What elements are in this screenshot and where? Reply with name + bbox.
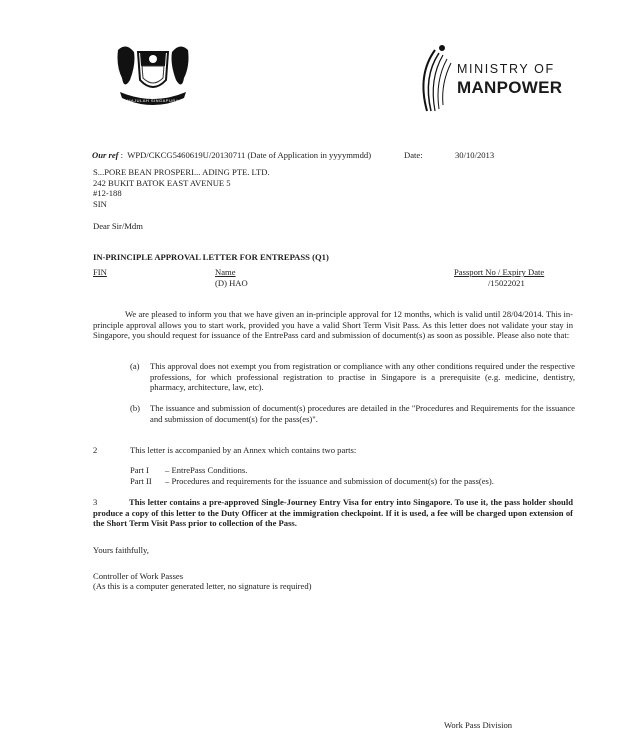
ref-value: WPD/CKCG5460619U/20130711 (Date of Application in yyyymmdd) bbox=[127, 150, 372, 160]
name-label: Name bbox=[215, 267, 236, 277]
paragraph-2-number: 2 bbox=[93, 445, 98, 455]
item-a-text: This approval does not exempt you from registration or compliance with any other conditions required under the respective professions, for which professional registration to practise in Singapore is a prerequisite (e.g. medicine, dentistry, pharmacy, architecture, law, etc). bbox=[150, 361, 575, 393]
svg-text:MAJULAH SINGAPURA: MAJULAH SINGAPURA bbox=[127, 98, 179, 103]
address-line3: #12-188 bbox=[93, 188, 122, 199]
paragraph-3-number: 3 bbox=[93, 497, 98, 507]
paragraph-2: This letter is accompanied by an Annex which contains two parts: bbox=[130, 445, 357, 455]
ministry-line2: MANPOWER bbox=[457, 77, 563, 97]
passport-value: /15022021 bbox=[488, 278, 525, 288]
ministry-line1: MINISTRY OF bbox=[457, 62, 555, 76]
signature-note: (As this is a computer generated letter, no signature is required) bbox=[93, 581, 312, 591]
name-value: (D) HAO bbox=[215, 278, 248, 288]
fin-label: FIN bbox=[93, 267, 107, 277]
mom-swirl-logo bbox=[405, 45, 465, 115]
part2-label: Part II bbox=[130, 476, 152, 486]
address-line4: SIN bbox=[93, 198, 107, 209]
ref-label: Our ref bbox=[92, 150, 119, 160]
recipient-address bbox=[93, 167, 270, 209]
date-value: 30/10/2013 bbox=[455, 150, 495, 160]
address-company: S...PORE BEAN PROSPERI... ADING PTE. LTD. bbox=[93, 167, 270, 177]
item-b-text: The issuance and submission of document(s) procedures are detailed in the "Procedures and Requirements for the issuance and submission of document(s) for the pass(es)". bbox=[150, 403, 575, 424]
ministry-logo-text bbox=[457, 62, 562, 98]
date-label: Date: bbox=[404, 150, 423, 160]
letter-title: IN-PRINCIPLE APPROVAL LETTER FOR ENTREPASS (Q1) bbox=[93, 252, 329, 262]
paragraph-1: We are pleased to inform you that we have given an in-principle approval for 12 months, which is valid until 28/04/2014. This in-principle approval allows you to start work, provided you have a valid Short Term Visit Pass. As this letter does not validate your stay in Singapore, you should request for issuance of the EntrePass card and submission of document(s) as soon as possible. Please also note that: bbox=[93, 309, 573, 341]
paragraph-3: This letter contains a pre-approved Single-Journey Entry Visa for entry into Singapore. To use it, the pass holder should produce a copy of this letter to the Duty Officer at the immigration checkpoint. If it is used, a fee will be charged upon extension of the Short Term Visit Pass prior to collection of the Pass. bbox=[93, 497, 573, 529]
footer-division: Work Pass Division bbox=[444, 720, 513, 730]
closing-yours: Yours faithfully, bbox=[93, 545, 149, 555]
ref-sep: : bbox=[118, 150, 124, 160]
reference-line bbox=[92, 150, 371, 161]
salutation: Dear Sir/Mdm bbox=[93, 221, 143, 231]
part1-text: – EntrePass Conditions. bbox=[165, 465, 248, 475]
singapore-crest-logo bbox=[108, 40, 198, 110]
item-b-label: (b) bbox=[130, 403, 141, 413]
signatory: Controller of Work Passes bbox=[93, 571, 184, 581]
passport-label: Passport No / Expiry Date bbox=[454, 267, 545, 277]
item-a-label: (a) bbox=[130, 361, 140, 371]
address-line2: 242 BUKIT BATOK EAST AVENUE 5 bbox=[93, 177, 231, 188]
part1-label: Part I bbox=[130, 465, 149, 475]
part2-text: – Procedures and requirements for the issuance and submission of document(s) for the pass(es). bbox=[165, 476, 494, 486]
